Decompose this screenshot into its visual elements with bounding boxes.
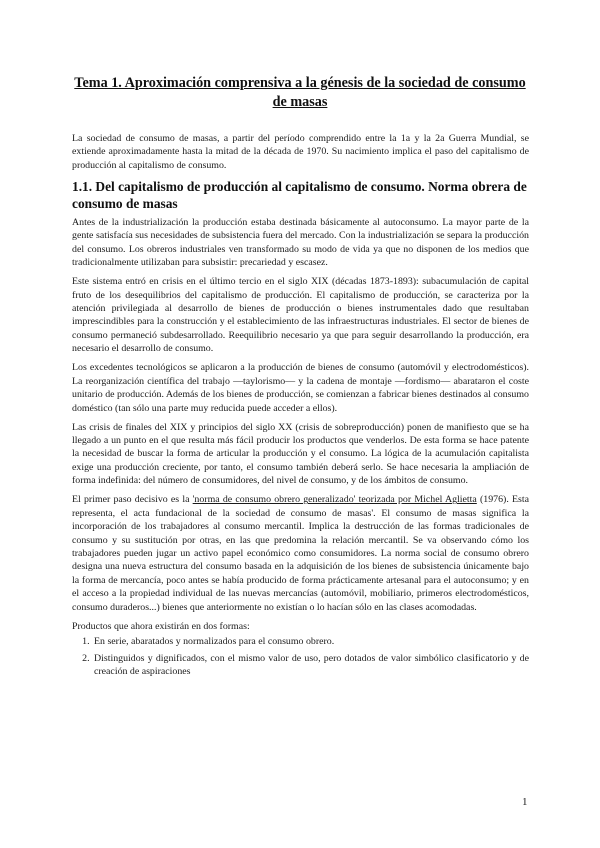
- paragraph: Los excedentes tecnológicos se aplicaron a la producción de bienes de consumo (automóvil y electrodomésticos). La reorganización científica del trabajo —taylorismo— y la cadena de montaje —fordismo— abarataron el coste unitario de producción. Además de los bienes de producción, se comienzan a fabricar bienes destinados al consumo doméstico (tan sólo una parte muy reducida puede acceder a ellos).: [72, 362, 529, 414]
- document-body: [72, 132, 529, 681]
- underlined-reference: 'norma de consumo obrero generalizado' teorizada por Michel Aglietta: [192, 494, 477, 506]
- document-title: Tema 1. Aproximación comprensiva a la génesis de la sociedad de consumo de masas: [74, 75, 526, 110]
- intro-paragraph: La sociedad de consumo de masas, a partir del período comprendido entre la 1a y la 2a Guerra Mundial, se extiende aproximadamente hasta la mitad de la década de 1970. Su nacimiento implica el paso del capitalismo de producción al capitalismo de consumo.: [72, 133, 529, 171]
- numbered-list: [72, 635, 529, 678]
- section-heading: 1.1. Del capitalismo de producción al capitalismo de consumo. Norma obrera de consumo de masas: [72, 178, 527, 211]
- paragraph: Las crisis de finales del XIX y principios del siglo XX (crisis de sobreproducción) ponen de manifiesto que se ha llegado a un punto en el que resulta más fácil producir los productos que venderlos. De esta forma se hace patente la necesidad de buscar la forma de articular la producción y el consumo. La lógica de la acumulación capitalista exige una producción creciente, por tanto, el consumo también deberá serlo. Se hace necesaria la ampliación de forma indefinida: del número de consumidores, del nivel de consumo, y de los ámbitos de consumo.: [72, 421, 529, 487]
- list-intro: Productos que ahora existirán en dos formas:: [72, 620, 250, 632]
- page-number: 1: [522, 796, 528, 808]
- list-item: 2. Distinguidos y dignificados, con el mismo valor de uso, pero dotados de valor simbólico clasificatorio y de creación de aspiraciones: [92, 652, 529, 679]
- paragraph-text: (1976). Esta representa, el acta fundacional de la sociedad de consumo de masas'. El consumo de masas significa la incorporación de los trabajadores al consumo mercantil. Implica la destrucción de las formas tradicionales de consumo y su sustitución por otras, en las que predomina la relación mercantil. Se va observando cómo los trabajadores pueden jugar un activo papel económico como consumidores. La norma social de consumo obrero designa una nueva estructura del consumo basada en la adquisición de los bienes de subsistencia únicamente bajo la forma de mercancía, poco antes se había producido de forma prácticamente artesanal para el autoconsumo; y en el acceso a la propiedad individual de las nuevas mercancías (automóvil, mobiliario, primeros electrodomésticos, consumo duraderos...) bienes que anteriormente no existían o lo hacían sólo en las clases acomodadas.: [72, 494, 529, 613]
- paragraph-text: El primer paso decisivo es la: [72, 494, 193, 506]
- paragraph-aglietta: [72, 493, 529, 614]
- list-item: 1. En serie, abaratados y normalizados para el consumo obrero.: [92, 635, 529, 648]
- paragraph: Este sistema entró en crisis en el último tercio en el siglo XIX (décadas 1873-1893): subacumulación de capital fruto de los desequilibrios del capitalismo de producción. El capitalismo de producción, se caracteriza por la atención privilegiada al desarrollo de bienes de producción o bienes instrumentales dado que resultaban imprescindibles para la construcción y el establecimiento de las infraestructuras industriales. El sector de bienes de consumo permaneció subdesarrollado. Reequilibrio necesario ya que para seguir desarrollando la producción, era necesario el desarrollo de consumo.: [72, 276, 529, 355]
- paragraph: Antes de la industrialización la producción estaba destinada básicamente al autoconsumo. La mayor parte de la gente satisfacía sus necesidades de subsistencia fuera del mercado. Con la industrialización se separa la producción del consumo. Los obreros industriales ven transformado su modo de vida ya que no disponen de los medios que tradicionalmente utilizaban para subsistir: precariedad y escasez.: [72, 216, 529, 269]
